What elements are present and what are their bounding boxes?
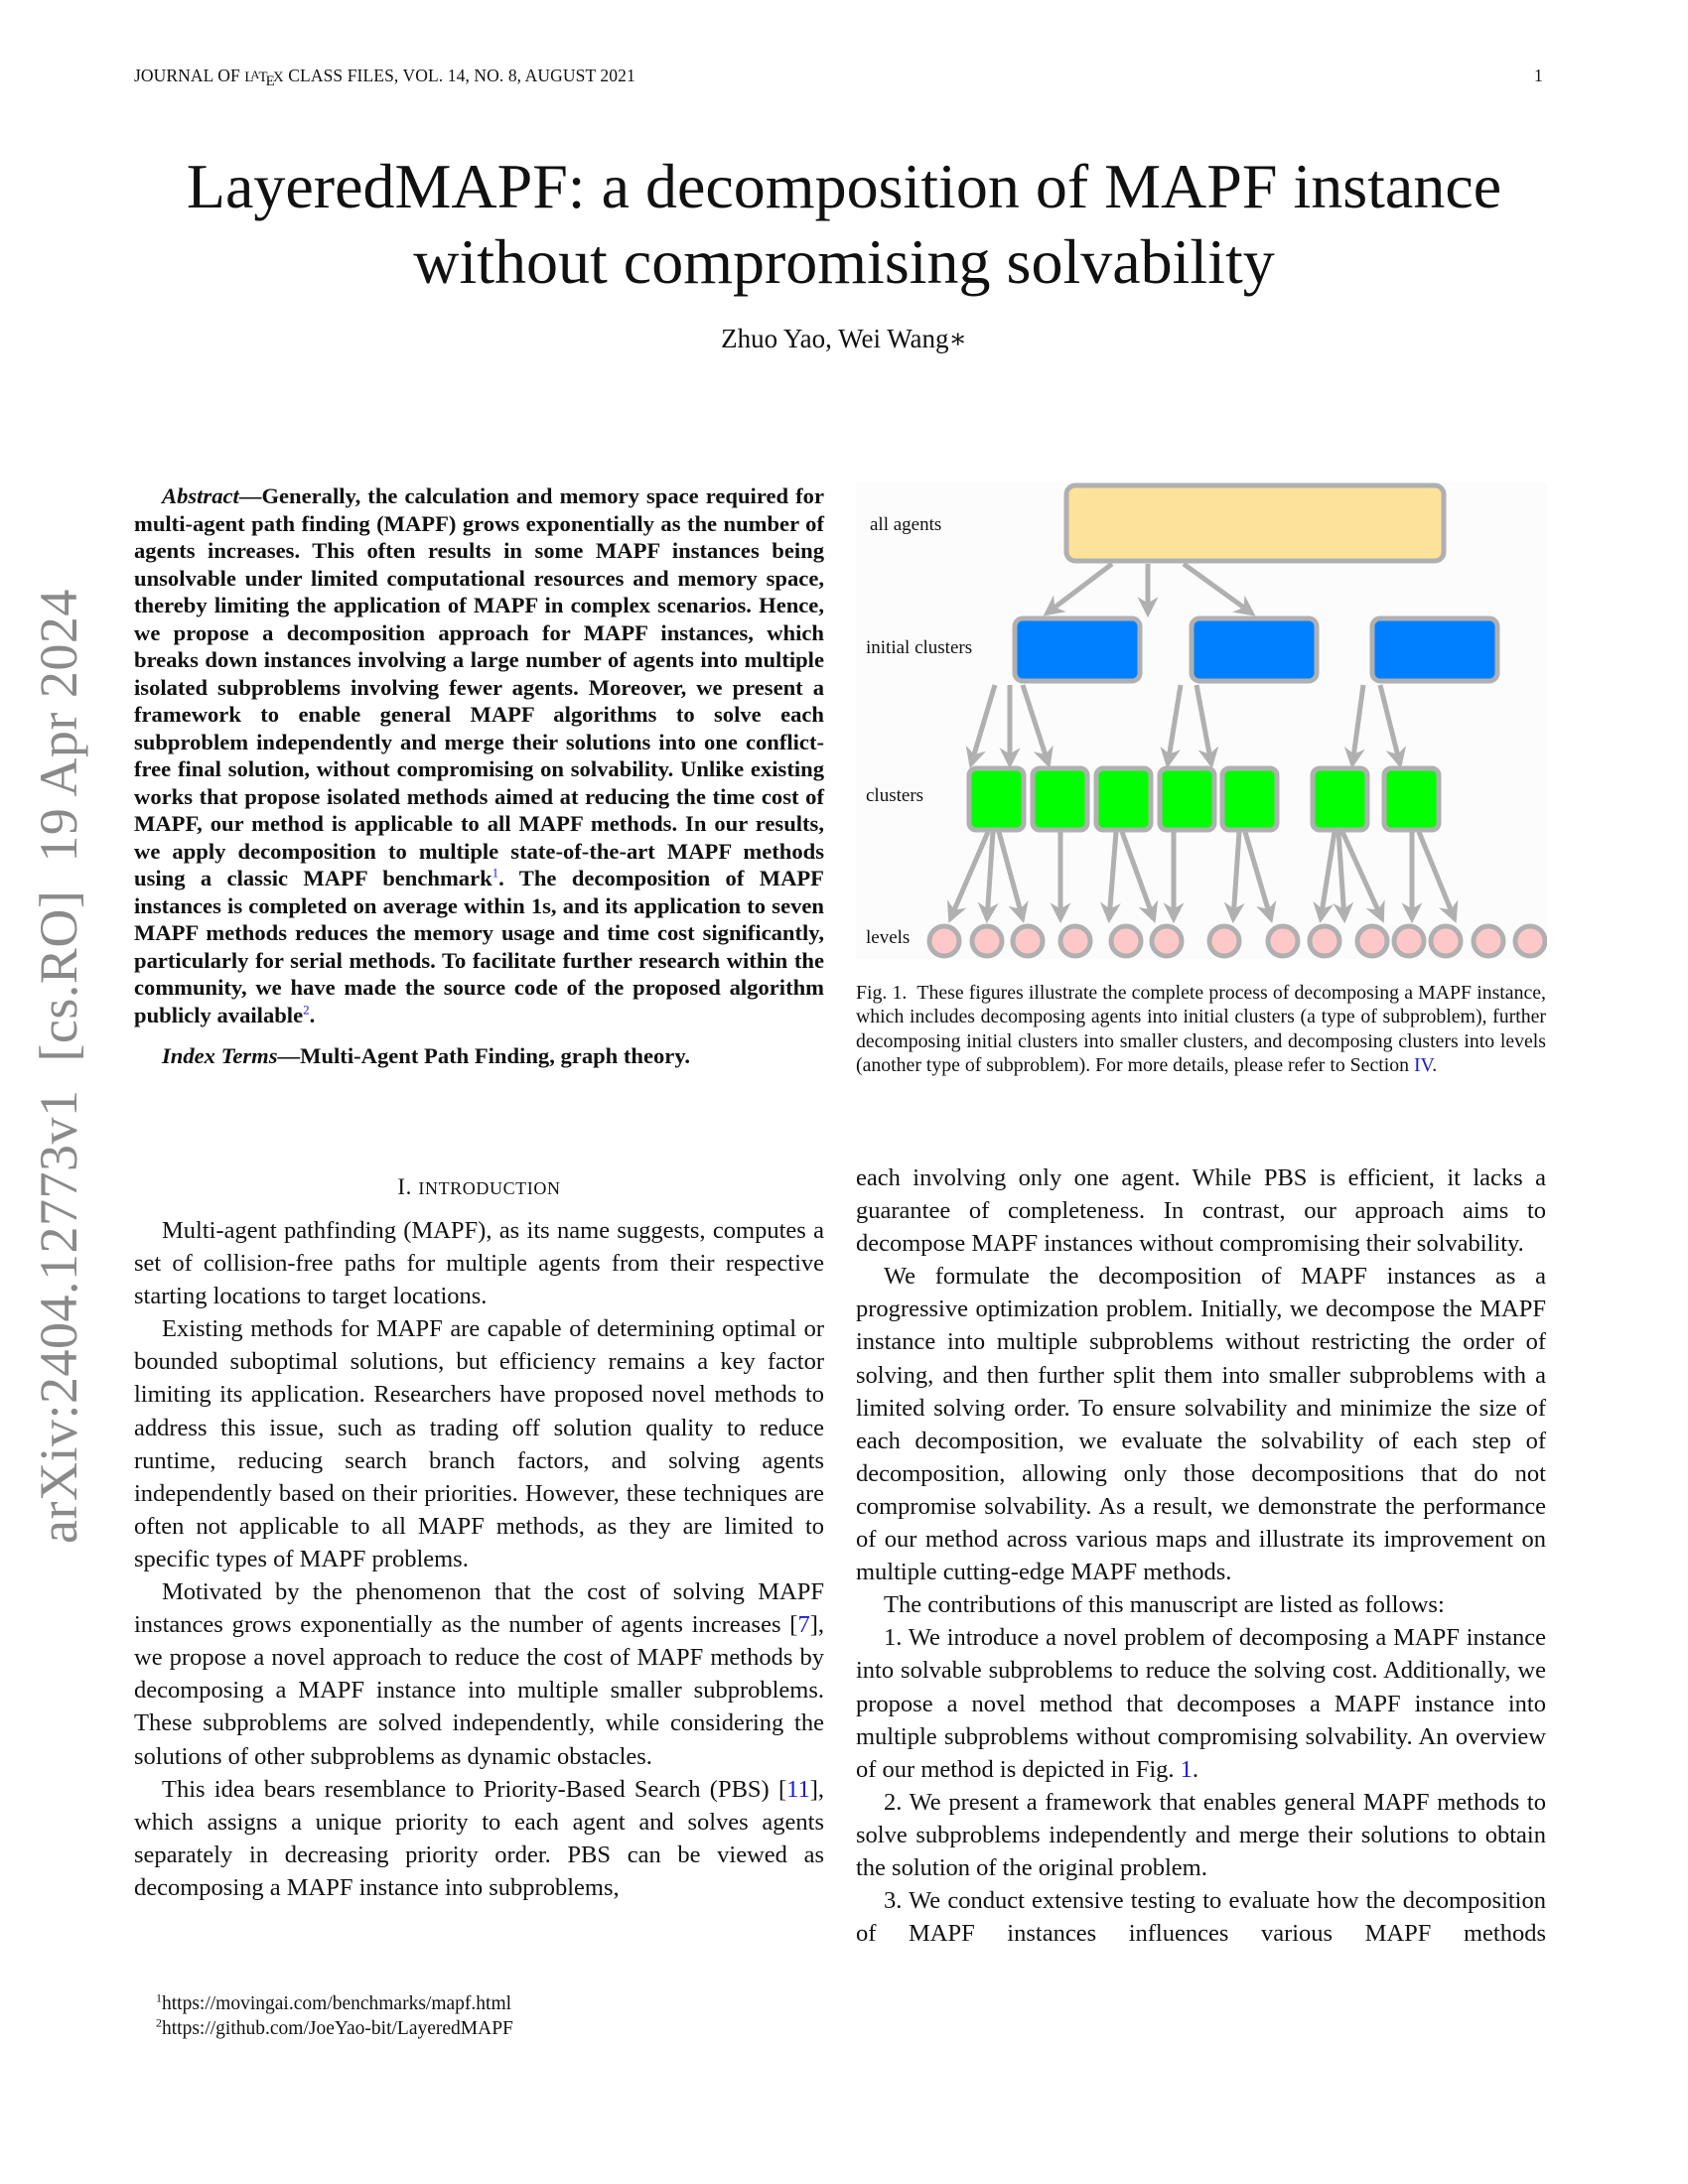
nodes-levels bbox=[929, 926, 1545, 956]
intro-paragraph-2: Existing methods for MAPF are capable of determining optimal or bounded suboptimal solutions, but efficiency remains a key factor limiting its application. Researchers have proposed novel methods to address this issue, such as trading off solution quality to reduce runtime, reducing search branch factors, and solving agents independently based on their priorities. However, these techniques are often not applicable to all MAPF methods, as they are limited to specific types of MAPF problems. bbox=[134, 1315, 824, 1572]
abstract-label: Abstract bbox=[162, 483, 239, 508]
contribution-1-text: 1. We introduce a novel problem of decomposing a MAPF instance into solvable subproblems to reduce the solving cost. Additionally, we propose a novel method that decomposes a MAPF instance into multiple subproblems without compromising solvability. An overview of our method is depicted in Fig. bbox=[856, 1624, 1546, 1783]
caption-end: . bbox=[1432, 1054, 1438, 1077]
title-line-2: without compromising solvability bbox=[413, 226, 1275, 297]
left-column-body bbox=[134, 1214, 824, 1904]
abstract-dash: — bbox=[238, 483, 262, 508]
section-heading-introduction bbox=[134, 1174, 824, 1200]
figure-caption bbox=[856, 981, 1546, 1078]
right-column-body bbox=[856, 1161, 1546, 1950]
footnote-2 bbox=[156, 2016, 513, 2041]
index-terms bbox=[134, 1042, 824, 1070]
footnote-1 bbox=[156, 1991, 513, 2016]
footnote-ref-1[interactable]: 1 bbox=[492, 865, 499, 881]
footnotes bbox=[156, 1991, 513, 2041]
intro-paragraph-3 bbox=[134, 1575, 824, 1773]
abstract-text-2: . The decomposition of MAPF instances is completed on average within 1s, and its application to seven MAPF methods reduces the memory usage and time cost significantly, particularly for serial methods. To facilitate further research within the community, we have made the source code of the proposed algorithm publicly available bbox=[134, 866, 824, 1027]
arxiv-stamp: arXiv:2404.12773v1 [cs.RO] 19 Apr 2024 bbox=[29, 589, 88, 1544]
caption-label: Fig. 1. bbox=[856, 982, 908, 1004]
intro-paragraph-5: We formulate the decomposition of MAPF instances as a progressive optimization problem. Initially, we decompose the MAPF instance into multiple subproblems without restricting the order of solving, and then further split them into smaller subproblems with a limited solving order. To ensure solvability and minimize the size of each decomposition, we evaluate the solvability of each step of decomposition, allowing only those decompositions that do not compromise solvability. As a result, we demonstrate the performance of our method across various maps and illustrate its improvement on multiple cutting-edge MAPF methods. bbox=[856, 1263, 1546, 1586]
abstract-text-1: Generally, the calculation and memory space required for multi-agent path finding (MAPF) grows exponentially as the number of agents increases. This often results in some MAPF instances being unsolvable under limited computational resources and memory space, thereby limiting the application of MAPF in complex scenarios. Hence, we propose a decomposition approach for MAPF instances, which breaks down instances involving a large number of agents into multiple isolated subproblems involving fewer agents. Moreover, we present a framework to enable general MAPF algorithms to solve each subproblem independently and merge their solutions into one conflict-free final solution, without compromising on solvability. Unlike existing works that propose isolated methods aimed at reducing the time cost of MAPF, our method is applicable to all MAPF methods. In our results, we apply decomposition to multiple state-of-the-art MAPF methods using a classic MAPF benchmark bbox=[134, 483, 824, 890]
contribution-1-end: . bbox=[1192, 1755, 1198, 1783]
node-all-agents bbox=[1066, 485, 1444, 561]
running-head-prefix: JOURNAL OF bbox=[134, 66, 245, 85]
citation-7[interactable]: 7 bbox=[797, 1611, 810, 1639]
section-title: INTRODUCTION bbox=[418, 1178, 561, 1198]
abstract bbox=[134, 482, 824, 1070]
contributions-intro: The contributions of this manuscript are listed as follows: bbox=[884, 1591, 1445, 1619]
section-ref-link[interactable]: IV bbox=[1413, 1054, 1433, 1077]
caption-text: These figures illustrate the complete process of decomposing a MAPF instance, which includes decomposing agents into initial clusters (a type of subproblem), further decomposing initial clusters into smaller clusters, and decomposing clusters into levels (another type of subproblem). For more details, please refer to Section bbox=[856, 982, 1546, 1077]
footnote-mark: 1 bbox=[156, 1990, 162, 2005]
figure-ref-link[interactable]: 1 bbox=[1180, 1755, 1193, 1783]
title-line-1: LayeredMAPF: a decomposition of MAPF instance bbox=[186, 151, 1502, 221]
decomposition-diagram bbox=[856, 482, 1547, 959]
arrows-level-1 bbox=[1047, 564, 1252, 614]
contribution-3: 3. We conduct extensive testing to evaluate how the decomposition of MAPF instances influences various MAPF methods bbox=[856, 1887, 1546, 1948]
label-all-agents: all agents bbox=[870, 514, 942, 535]
footnote-mark: 2 bbox=[156, 2015, 162, 2030]
nodes-clusters bbox=[969, 768, 1439, 830]
index-terms-label: Index Terms bbox=[162, 1043, 278, 1068]
page-number: 1 bbox=[1534, 66, 1543, 85]
latex-logo: $L^ATEX$ bbox=[244, 68, 284, 89]
intro-paragraph-4-cont: each involving only one agent. While PBS is efficient, it lacks a guarantee of completeness. In contrast, our approach aims to decompose MAPF instances without compromising their solvability. bbox=[856, 1164, 1546, 1258]
p4-text-before: This idea bears resemblance to Priority-Based Search (PBS) [ bbox=[162, 1775, 787, 1803]
label-levels: levels bbox=[866, 927, 911, 948]
p4-text-after: ], which assigns a unique priority to each agent and solves agents separately in decreasing priority order. PBS can be viewed as decomposing a MAPF instance into subproblems, bbox=[134, 1775, 824, 1901]
section-number: I. bbox=[397, 1174, 419, 1199]
footnote-ref-2[interactable]: 2 bbox=[303, 1001, 310, 1017]
index-terms-text: Multi-Agent Path Finding, graph theory. bbox=[300, 1043, 691, 1068]
p3-text-after: ], we propose a novel approach to reduce the cost of MAPF methods by decomposing a MAPF instance into multiple smaller subproblems. These subproblems are solved independently, while considering the solutions of other subproblems as dynamic obstacles. bbox=[134, 1611, 824, 1770]
intro-paragraph-1: Multi-agent pathfinding (MAPF), as its name suggests, computes a set of collision-free paths for multiple agents from their respective starting locations to target locations. bbox=[134, 1217, 824, 1310]
contribution-2: 2. We present a framework that enables general MAPF methods to solve subproblems independently and merge their solutions to obtain the solution of the original problem. bbox=[856, 1788, 1546, 1881]
nodes-initial-clusters bbox=[1015, 618, 1497, 681]
label-initial-clusters: initial clusters bbox=[866, 637, 973, 658]
authors: Zhuo Yao, Wei Wang∗ bbox=[721, 324, 967, 353]
abstract-paragraph bbox=[134, 482, 824, 1028]
contribution-1 bbox=[856, 1621, 1546, 1785]
footnote-url[interactable]: https://github.com/JoeYao-bit/LayeredMAPF bbox=[162, 2018, 513, 2039]
index-terms-dash: — bbox=[277, 1043, 301, 1068]
footnote-url[interactable]: https://movingai.com/benchmarks/mapf.html bbox=[162, 1993, 512, 2014]
running-head-suffix: CLASS FILES, VOL. 14, NO. 8, AUGUST 2021 bbox=[283, 66, 635, 85]
label-clusters: clusters bbox=[866, 785, 924, 806]
running-head bbox=[134, 66, 635, 90]
arrows-level-2 bbox=[971, 685, 1400, 764]
paper-title bbox=[0, 149, 1688, 300]
intro-paragraph-4 bbox=[134, 1773, 824, 1904]
abstract-end: . bbox=[309, 1002, 316, 1027]
arrows-level-3 bbox=[950, 832, 1455, 919]
p3-text-before: Motivated by the phenomenon that the cost of solving MAPF instances grows exponentially as the number of agents increases [ bbox=[134, 1578, 824, 1639]
citation-11[interactable]: 11 bbox=[786, 1775, 810, 1803]
figure-1 bbox=[856, 482, 1547, 959]
